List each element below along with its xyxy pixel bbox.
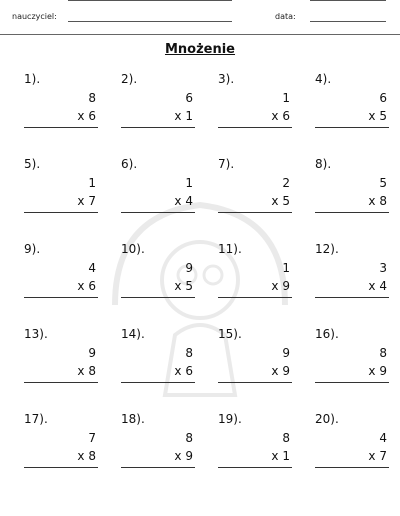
operator-sign: x — [174, 279, 182, 293]
top-field-line-2 — [310, 0, 386, 1]
problem-number: 3). — [218, 72, 235, 86]
date-field[interactable] — [310, 21, 386, 22]
problem-bottom-row — [77, 194, 96, 208]
operator-sign: x — [368, 364, 376, 378]
problem — [121, 412, 197, 497]
problem — [218, 242, 294, 327]
problem-number: 10). — [121, 242, 145, 256]
problem — [24, 327, 100, 412]
operator-sign: x — [271, 194, 279, 208]
problem-bottom-row — [368, 194, 387, 208]
problem-number: 18). — [121, 412, 145, 426]
problem-number: 16). — [315, 327, 339, 341]
problem — [24, 72, 100, 157]
problem-top-value: 2 — [282, 176, 290, 190]
problem-top-value: 6 — [379, 91, 387, 105]
answer-line[interactable] — [218, 467, 292, 468]
problem-bottom-row — [174, 279, 193, 293]
operator-sign: x — [77, 449, 85, 463]
problem-bottom-row — [271, 279, 290, 293]
answer-line[interactable] — [121, 297, 195, 298]
page-title: Mnożenie — [164, 42, 236, 57]
date-label: data: — [275, 12, 296, 21]
problem — [315, 157, 391, 242]
operator-sign: x — [271, 109, 279, 123]
problem — [218, 157, 294, 242]
answer-line[interactable] — [121, 127, 195, 128]
problem-bottom-value: 9 — [185, 449, 193, 463]
problem-bottom-row — [77, 449, 96, 463]
problem-top-value: 9 — [282, 346, 290, 360]
operator-sign: x — [174, 449, 182, 463]
problem — [218, 412, 294, 497]
answer-line[interactable] — [315, 467, 389, 468]
operator-sign: x — [368, 449, 376, 463]
problem-top-value: 8 — [185, 346, 193, 360]
operator-sign: x — [271, 449, 279, 463]
answer-line[interactable] — [315, 382, 389, 383]
problem-number: 2). — [121, 72, 138, 86]
answer-line[interactable] — [121, 212, 195, 213]
problem-top-value: 8 — [88, 91, 96, 105]
problem-bottom-value: 5 — [282, 194, 290, 208]
problem-bottom-row — [174, 364, 193, 378]
problem-bottom-value: 5 — [185, 279, 193, 293]
operator-sign: x — [77, 364, 85, 378]
problem-number: 6). — [121, 157, 138, 171]
problem-number: 14). — [121, 327, 145, 341]
problem-top-value: 5 — [379, 176, 387, 190]
answer-line[interactable] — [24, 467, 98, 468]
problem-bottom-value: 7 — [88, 194, 96, 208]
problem-bottom-value: 7 — [379, 449, 387, 463]
operator-sign: x — [77, 279, 85, 293]
problem-bottom-value: 6 — [88, 109, 96, 123]
answer-line[interactable] — [24, 212, 98, 213]
operator-sign: x — [174, 109, 182, 123]
problem-grid — [24, 72, 390, 497]
operator-sign: x — [174, 364, 182, 378]
teacher-label: nauczyciel: — [12, 12, 57, 21]
problem-bottom-row — [174, 109, 193, 123]
problem-bottom-value: 1 — [282, 449, 290, 463]
operator-sign: x — [368, 109, 376, 123]
operator-sign: x — [271, 364, 279, 378]
problem — [218, 72, 294, 157]
problem-bottom-row — [271, 449, 290, 463]
problem — [24, 157, 100, 242]
problem-bottom-value: 6 — [185, 364, 193, 378]
problem-top-value: 8 — [379, 346, 387, 360]
problem-top-value: 4 — [88, 261, 96, 275]
problem-top-value: 7 — [88, 431, 96, 445]
problem-top-value: 8 — [185, 431, 193, 445]
problem — [315, 327, 391, 412]
problem-bottom-value: 6 — [88, 279, 96, 293]
problem-bottom-value: 1 — [185, 109, 193, 123]
problem-bottom-value: 4 — [379, 279, 387, 293]
operator-sign: x — [174, 194, 182, 208]
problem-bottom-value: 6 — [282, 109, 290, 123]
problem-bottom-row — [271, 364, 290, 378]
answer-line[interactable] — [218, 212, 292, 213]
header-divider — [0, 34, 400, 35]
top-field-line-1 — [68, 0, 232, 1]
problem-top-value: 1 — [282, 91, 290, 105]
answer-line[interactable] — [315, 212, 389, 213]
problem-top-value: 4 — [379, 431, 387, 445]
problem-top-value: 1 — [185, 176, 193, 190]
operator-sign: x — [271, 279, 279, 293]
problem-number: 1). — [24, 72, 41, 86]
problem-bottom-row — [174, 194, 193, 208]
problem-number: 20). — [315, 412, 339, 426]
problem-bottom-value: 4 — [185, 194, 193, 208]
problem — [121, 327, 197, 412]
answer-line[interactable] — [24, 297, 98, 298]
problem — [121, 72, 197, 157]
answer-line[interactable] — [24, 127, 98, 128]
answer-line[interactable] — [24, 382, 98, 383]
answer-line[interactable] — [315, 127, 389, 128]
problem — [24, 242, 100, 327]
answer-line[interactable] — [218, 297, 292, 298]
problem-top-value: 8 — [282, 431, 290, 445]
problem-top-value: 1 — [88, 176, 96, 190]
problem-number: 7). — [218, 157, 235, 171]
problem-bottom-value: 9 — [379, 364, 387, 378]
problem-top-value: 3 — [379, 261, 387, 275]
teacher-field[interactable] — [68, 21, 232, 22]
problem — [24, 412, 100, 497]
problem — [121, 157, 197, 242]
answer-line[interactable] — [121, 382, 195, 383]
problem — [315, 72, 391, 157]
problem-bottom-row — [174, 449, 193, 463]
problem-bottom-value: 5 — [379, 109, 387, 123]
problem-number: 15). — [218, 327, 242, 341]
problem-number: 13). — [24, 327, 48, 341]
answer-line[interactable] — [218, 127, 292, 128]
problem-bottom-value: 8 — [379, 194, 387, 208]
problem-number: 12). — [315, 242, 339, 256]
operator-sign: x — [368, 194, 376, 208]
answer-line[interactable] — [315, 297, 389, 298]
problem-bottom-row — [271, 109, 290, 123]
problem-bottom-value: 8 — [88, 364, 96, 378]
problem-bottom-row — [368, 279, 387, 293]
operator-sign: x — [77, 109, 85, 123]
problem-number: 5). — [24, 157, 41, 171]
problem-number: 4). — [315, 72, 332, 86]
problem-bottom-row — [368, 109, 387, 123]
problem — [218, 327, 294, 412]
problem-top-value: 6 — [185, 91, 193, 105]
problem-bottom-row — [77, 364, 96, 378]
problem-bottom-row — [368, 449, 387, 463]
problem-bottom-value: 9 — [282, 364, 290, 378]
problem-bottom-row — [271, 194, 290, 208]
answer-line[interactable] — [218, 382, 292, 383]
operator-sign: x — [368, 279, 376, 293]
problem-top-value: 1 — [282, 261, 290, 275]
problem-top-value: 9 — [185, 261, 193, 275]
problem-bottom-row — [368, 364, 387, 378]
problem-top-value: 9 — [88, 346, 96, 360]
problem-number: 9). — [24, 242, 41, 256]
problem-bottom-value: 8 — [88, 449, 96, 463]
problem — [315, 242, 391, 327]
problem-number: 8). — [315, 157, 332, 171]
problem — [315, 412, 391, 497]
problem — [121, 242, 197, 327]
answer-line[interactable] — [121, 467, 195, 468]
operator-sign: x — [77, 194, 85, 208]
problem-bottom-value: 9 — [282, 279, 290, 293]
problem-number: 17). — [24, 412, 48, 426]
problem-bottom-row — [77, 279, 96, 293]
problem-number: 19). — [218, 412, 242, 426]
problem-bottom-row — [77, 109, 96, 123]
problem-number: 11). — [218, 242, 242, 256]
